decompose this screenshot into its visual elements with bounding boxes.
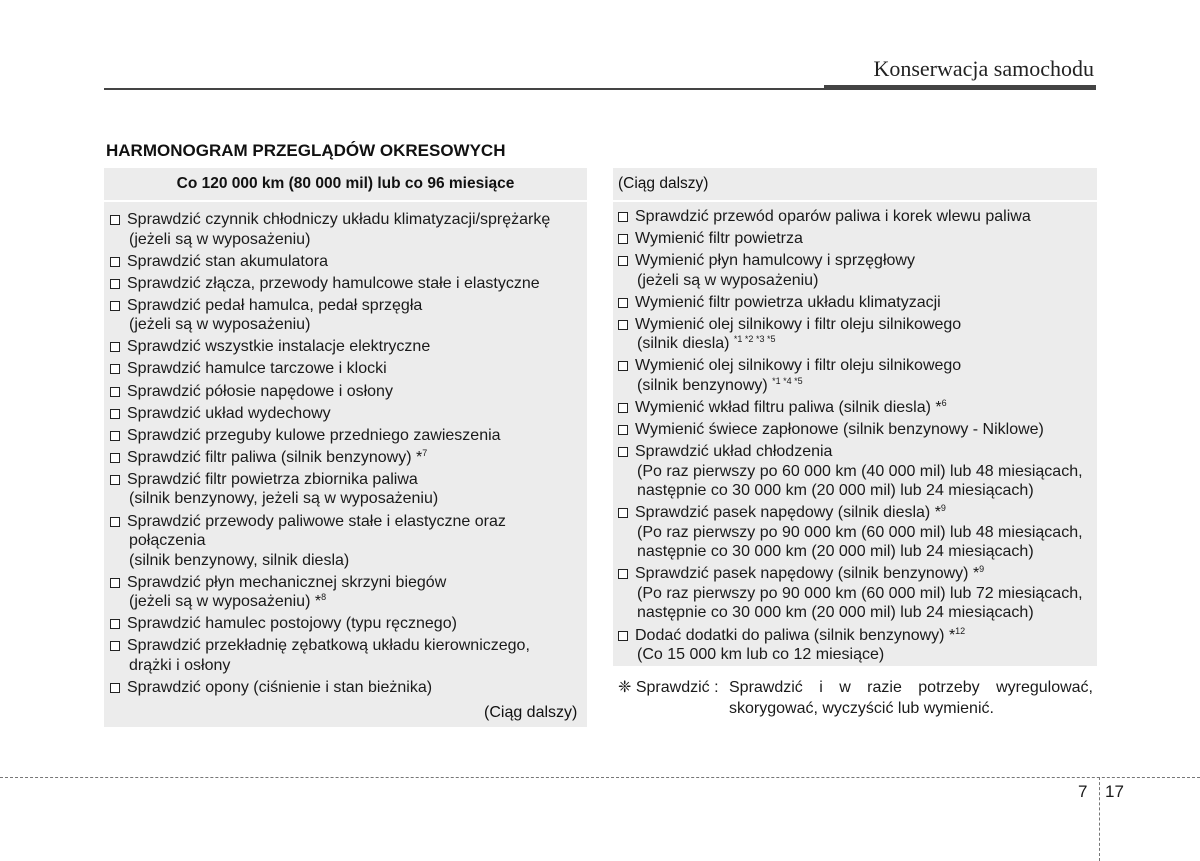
footnote-ref: 6: [941, 398, 947, 409]
checklist-item-text: Wymienić olej silnikowy i filtr oleju silnikowego: [635, 357, 962, 375]
checklist-item: [110, 448, 584, 468]
checklist-item-text: Sprawdzić półosie napędowe i osłony: [127, 382, 393, 400]
checklist-item-subtext-line: (silnik benzynowy): [637, 376, 773, 394]
checkbox-icon: [618, 320, 628, 330]
checkbox-icon: [110, 641, 120, 651]
checklist-item: [618, 207, 1094, 227]
footnote-ref: 12: [955, 625, 966, 636]
checklist-item-subtext-line: połączenia: [129, 532, 206, 550]
footnote-ref: 8: [321, 592, 327, 603]
checkbox-icon: [110, 364, 120, 374]
checklist-item-subtext-line: (jeżeli są w wyposażeniu): [129, 316, 311, 334]
checkbox-icon: [110, 301, 120, 311]
checklist-item-text: Sprawdzić pasek napędowy (silnik diesla) *: [635, 504, 941, 522]
checkbox-icon: [110, 431, 120, 441]
checkbox-icon: [110, 683, 120, 693]
checkbox-icon: [618, 298, 628, 308]
checklist-item-subtext-line: (silnik benzynowy, silnik diesla): [129, 551, 350, 569]
checklist-item-text: Sprawdzić układ wydechowy: [127, 404, 331, 422]
checklist-item-subtext-line: (Po raz pierwszy po 90 000 km (60 000 mil) lub 48 miesiącach,: [637, 523, 1083, 541]
checklist-item: [110, 337, 584, 357]
checklist-item-text: Sprawdzić przewód oparów paliwa i korek wlewu paliwa: [635, 208, 1031, 225]
checkbox-icon: [618, 447, 628, 457]
checklist-item-text: Sprawdzić opony (ciśnienie i stan bieżnika): [127, 678, 433, 696]
checklist-item: [618, 356, 1094, 395]
checkbox-icon: [110, 453, 120, 463]
checklist-item-subtext-line: (Po raz pierwszy po 90 000 km (60 000 mil) lub 72 miesiącach,: [637, 584, 1083, 602]
checklist-item-subtext-line: (silnik diesla): [637, 335, 734, 353]
checklist-item-text: Sprawdzić czynnik chłodniczy układu klimatyzacji/sprężarkę: [127, 211, 551, 228]
checklist-item-subtext-line: drążki i osłony: [129, 656, 231, 674]
checklist-item: [110, 512, 584, 571]
checklist-item: [110, 274, 584, 294]
schedule-panel-heading: Co 120 000 km (80 000 mil) lub co 96 miesiące: [104, 168, 587, 202]
checklist-item: [110, 210, 584, 249]
checklist-item-subtext-line: następnie co 30 000 km (20 000 mil) lub 24 miesiącach): [637, 482, 1034, 500]
checklist-item-subtext-line: (Co 15 000 km lub co 12 miesiące): [637, 646, 885, 664]
checklist-left: [110, 210, 584, 700]
checkbox-icon: [110, 215, 120, 225]
checkbox-icon: [618, 425, 628, 435]
header-rule-accent: [824, 85, 1096, 90]
checkbox-icon: [110, 578, 120, 588]
checklist-item-text: Sprawdzić pedał hamulca, pedał sprzęgła: [127, 296, 423, 314]
header-title: Konserwacja samochodu: [873, 56, 1094, 81]
checklist-item-text: Dodać dodatki do paliwa (silnik benzynowy) *: [635, 626, 956, 644]
checklist-item-subtext: [127, 656, 584, 676]
checkbox-icon: [110, 279, 120, 289]
checklist-item: [618, 398, 1094, 418]
checklist-item-subtext-line: (jeżeli są w wyposażeniu) *: [129, 593, 322, 611]
checkbox-icon: [110, 387, 120, 397]
checklist-item: [618, 315, 1094, 354]
checklist-item-subtext: [635, 584, 1094, 604]
checklist-item-subtext: [635, 462, 1094, 482]
checklist-item-subtext: [127, 531, 584, 551]
checkbox-icon: [618, 631, 628, 641]
checklist-item: [618, 420, 1094, 440]
checklist-item-subtext: [635, 481, 1094, 501]
checklist-item-text: Sprawdzić hamulec postojowy (typu ręcznego): [127, 615, 457, 633]
checklist-item: [618, 564, 1094, 623]
checklist-item-subtext-line: (Po raz pierwszy po 60 000 km (40 000 mil) lub 48 miesiącach,: [637, 462, 1083, 480]
checklist-item-text: Sprawdzić przeguby kulowe przedniego zawieszenia: [127, 426, 501, 444]
checkbox-icon: [110, 342, 120, 352]
checklist-item-subtext: [127, 551, 584, 571]
checklist-item-text: Wymienić filtr powietrza: [635, 230, 803, 248]
checkbox-icon: [618, 256, 628, 266]
checklist-item: [110, 296, 584, 335]
checklist-item: [110, 614, 584, 634]
checklist-item-text: Sprawdzić stan akumulatora: [127, 252, 328, 270]
footnote-ref: *1 *4 *5: [772, 375, 803, 386]
checklist-item: [618, 442, 1094, 501]
checklist-item-text: Sprawdzić filtr powietrza zbiornika paliwa: [127, 470, 418, 488]
checklist-item: [110, 382, 584, 402]
checklist-item-subtext: [635, 376, 1094, 396]
checkbox-icon: [110, 517, 120, 527]
checklist-item-subtext-line: następnie co 30 000 km (20 000 mil) lub 24 miesiącach): [637, 543, 1034, 561]
checklist-right: [618, 207, 1094, 667]
footnote-ref: 9: [940, 503, 946, 514]
checklist-item-subtext: [127, 489, 584, 509]
checklist-item-subtext: [635, 271, 1094, 291]
footer-divider-vertical: [1099, 777, 1100, 861]
checklist-item-subtext-line: (jeżeli są w wyposażeniu): [129, 230, 311, 248]
checklist-item-subtext-line: (jeżeli są w wyposażeniu): [637, 271, 819, 289]
checklist-item-subtext: [635, 645, 1094, 665]
checklist-item-subtext: [635, 523, 1094, 543]
checkbox-icon: [618, 403, 628, 413]
checklist-item: [110, 470, 584, 509]
checklist-item: [618, 293, 1094, 313]
continued-label: (Ciąg dalszy): [484, 704, 578, 721]
checklist-item-text: Wymienić filtr powietrza układu klimatyzacji: [635, 293, 941, 311]
checklist-item: [618, 503, 1094, 562]
checklist-item-text: Sprawdzić płyn mechanicznej skrzyni biegów: [127, 573, 447, 591]
checklist-item-text: Sprawdzić wszystkie instalacje elektryczne: [127, 338, 431, 356]
checklist-item-subtext-line: następnie co 30 000 km (20 000 mil) lub 24 miesiącach): [637, 604, 1034, 622]
checklist-item-subtext: [127, 315, 584, 335]
checklist-item-text: Sprawdzić przekładnię zębatkową układu kierowniczego,: [127, 637, 530, 655]
checklist-item-text: Wymienić świece zapłonowe (silnik benzynowy - Niklowe): [635, 421, 1044, 439]
checklist-item-subtext: [635, 334, 1094, 354]
checklist-item-subtext: [127, 230, 584, 250]
checklist-item-subtext-line: (silnik benzynowy, jeżeli są w wyposażeniu): [129, 490, 439, 508]
chapter-number: 7: [1078, 782, 1088, 801]
section-title: HARMONOGRAM PRZEGLĄDÓW OKRESOWYCH: [106, 141, 506, 160]
checklist-item-text: Sprawdzić filtr paliwa (silnik benzynowy) *: [127, 448, 423, 466]
footnote-ref: 9: [979, 564, 985, 575]
checklist-item: [618, 229, 1094, 249]
checklist-item-subtext: [127, 592, 584, 612]
checklist-item: [110, 252, 584, 272]
checklist-item-text: Wymienić olej silnikowy i filtr oleju silnikowego: [635, 315, 962, 333]
schedule-panel-heading-continued: (Ciąg dalszy): [613, 168, 1097, 202]
checklist-item: [618, 626, 1094, 665]
checkbox-icon: [618, 361, 628, 371]
checkbox-icon: [110, 257, 120, 267]
checkbox-icon: [618, 569, 628, 579]
footnote-ref: 7: [422, 447, 428, 458]
checklist-item: [110, 359, 584, 379]
checklist-item-text: Sprawdzić pasek napędowy (silnik benzynowy) *: [635, 565, 980, 583]
page-number: 17: [1105, 782, 1124, 801]
checklist-item-text: Sprawdzić hamulce tarczowe i klocki: [127, 360, 387, 378]
checklist-item: [110, 573, 584, 612]
checklist-item-text: Sprawdzić przewody paliwowe stałe i elastyczne oraz: [127, 512, 506, 530]
checklist-item: [110, 636, 584, 675]
checklist-item: [110, 426, 584, 446]
checklist-item-subtext: [635, 603, 1094, 623]
checkbox-icon: [110, 409, 120, 419]
footnote-ref: *1 *2 *3 *5: [733, 334, 776, 345]
footnote-text: Sprawdzić i w razie potrzeby wyregulować, skorygować, wyczyścić lub wymienić.: [729, 679, 1093, 717]
checkbox-icon: [618, 508, 628, 518]
checklist-item: [110, 678, 584, 698]
checklist-item: [618, 251, 1094, 290]
checklist-item-subtext: [635, 542, 1094, 562]
checklist-item-text: Wymienić płyn hamulcowy i sprzęgłowy: [635, 252, 915, 270]
checklist-item-text: Sprawdzić układ chłodzenia: [635, 443, 833, 461]
checkbox-icon: [110, 475, 120, 485]
checklist-item-text: Wymienić wkład filtru paliwa (silnik diesla) *: [635, 399, 942, 417]
checkbox-icon: [618, 234, 628, 244]
footer-divider: [0, 777, 1200, 778]
checklist-item: [110, 404, 584, 424]
checkbox-icon: [110, 619, 120, 629]
checklist-item-text: Sprawdzić złącza, przewody hamulcowe stałe i elastyczne: [127, 274, 540, 292]
checkbox-icon: [618, 212, 628, 222]
footnote-label: ❈ Sprawdzić :: [618, 679, 719, 696]
